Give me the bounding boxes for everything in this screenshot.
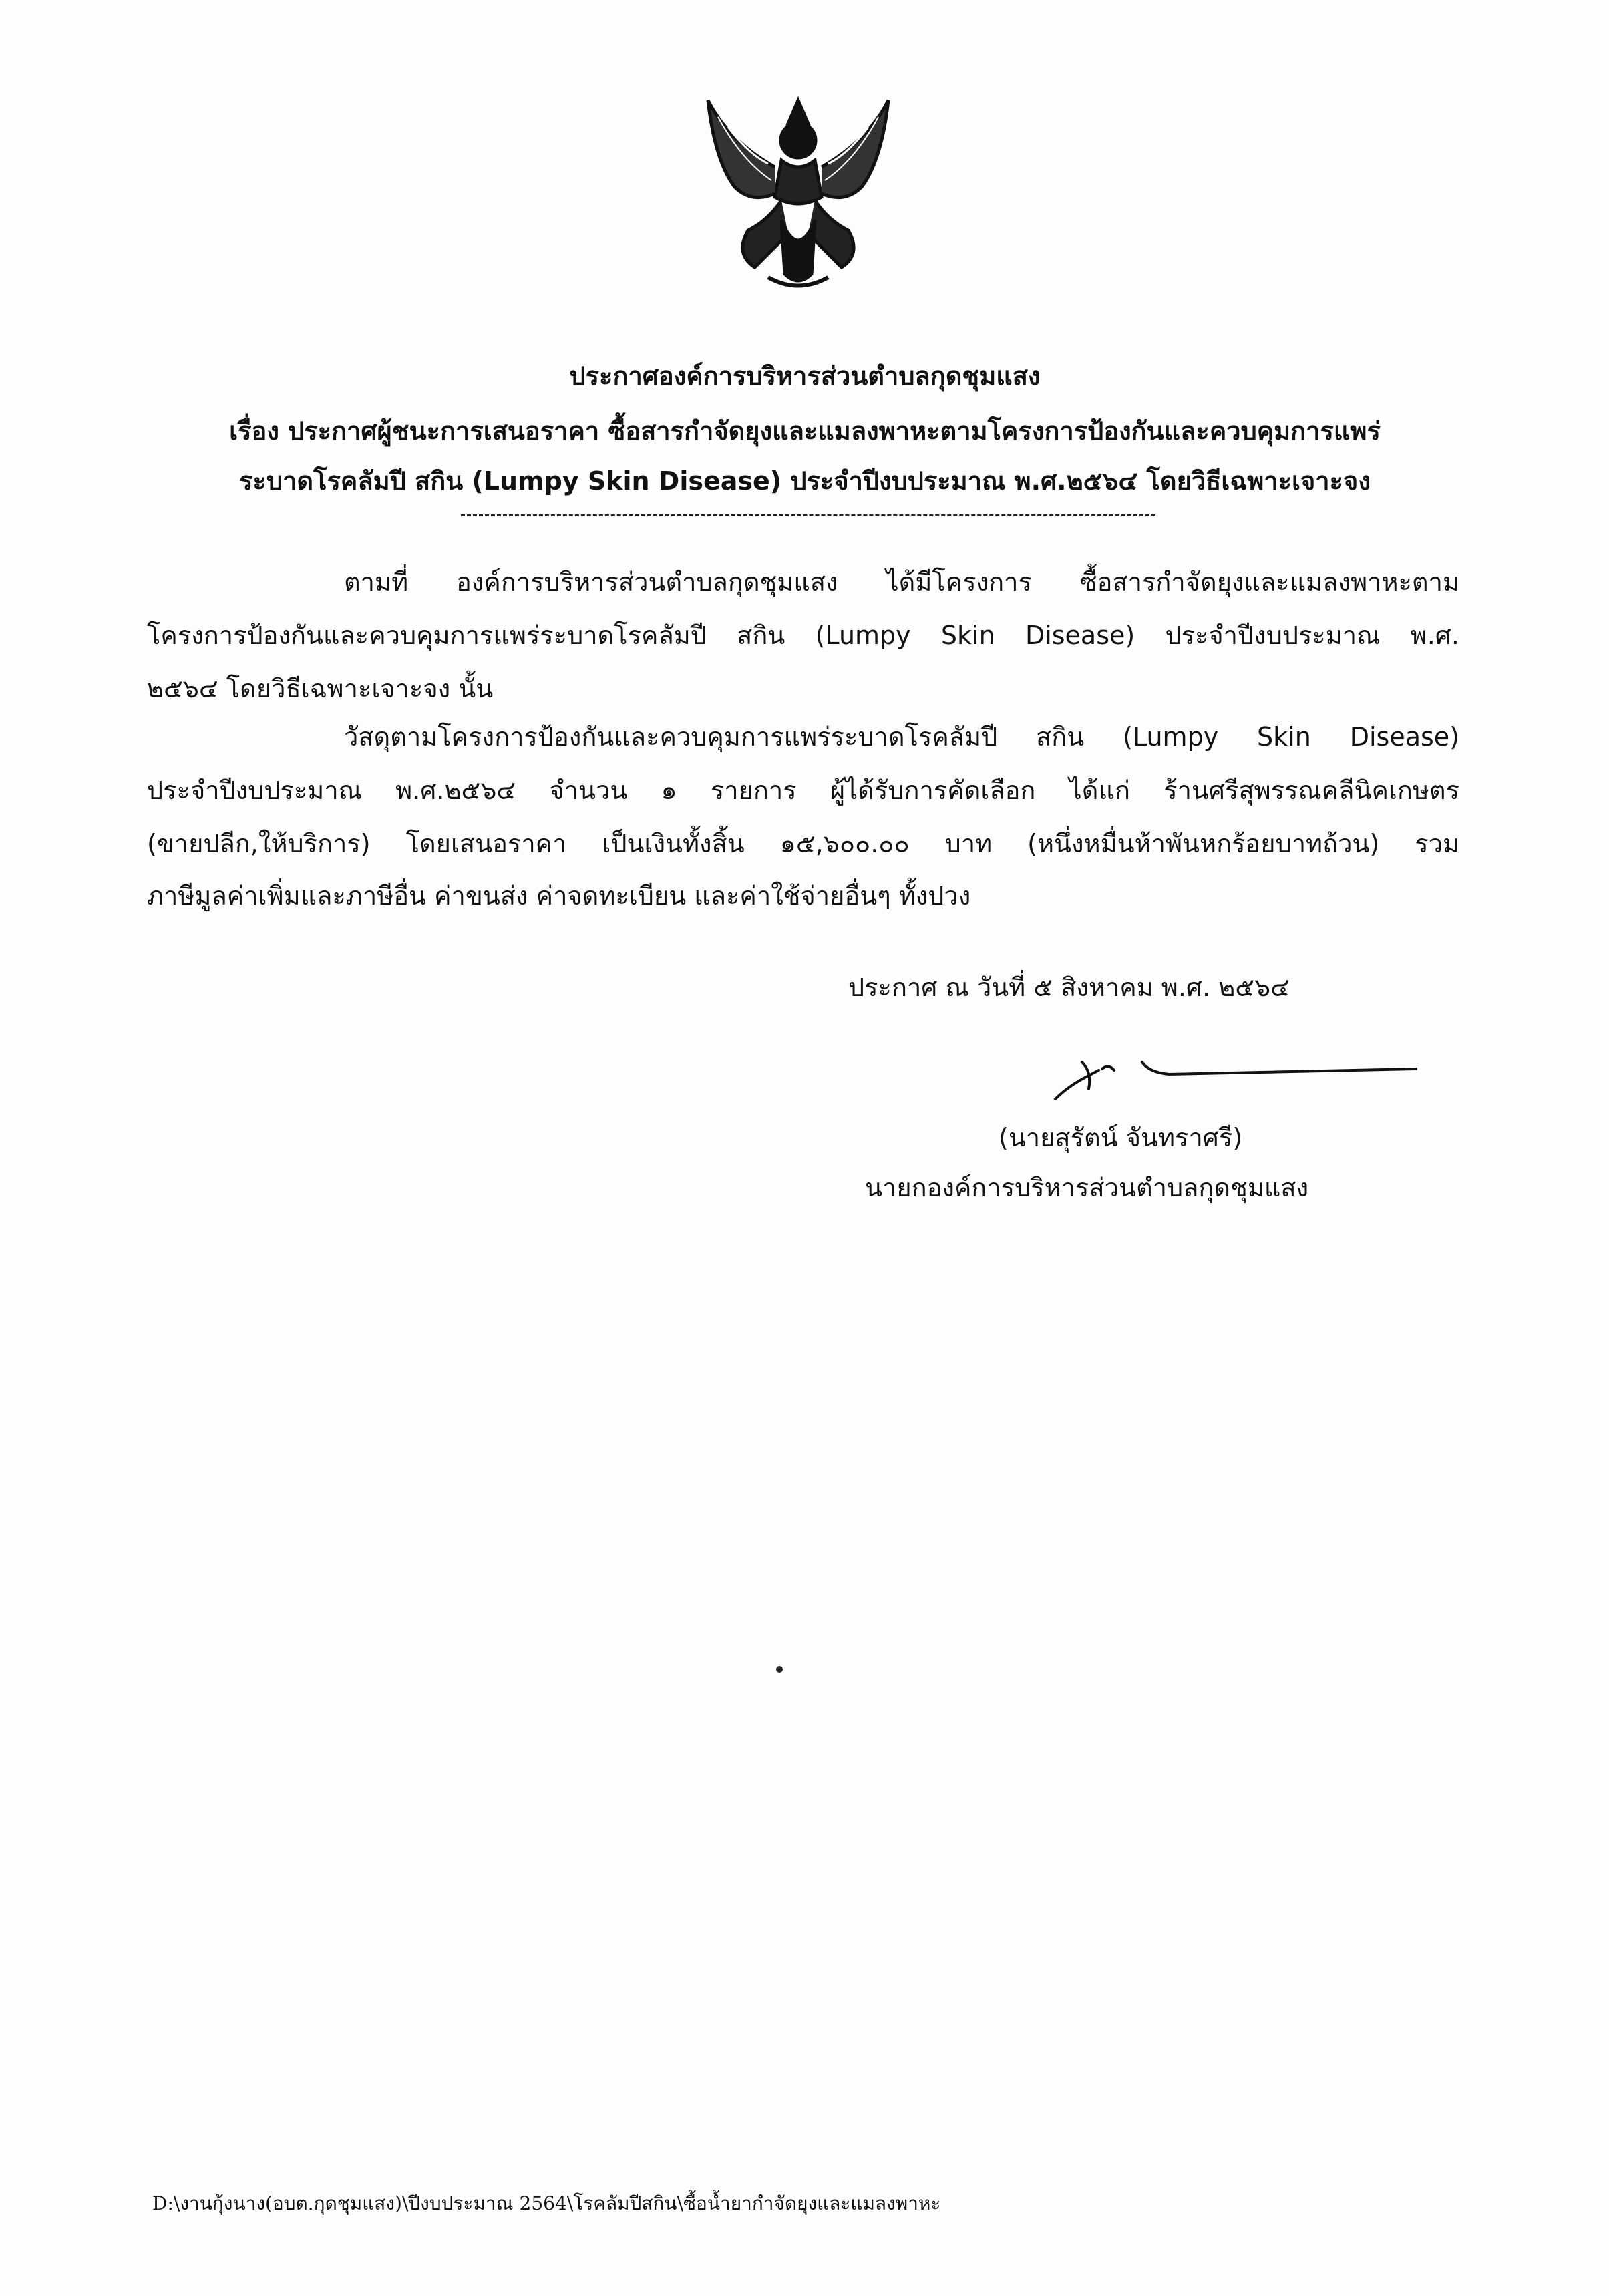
separator-line — [461, 514, 1155, 516]
garuda-emblem-icon — [688, 87, 908, 301]
paragraph-2-line-4: ภาษีมูลค่าเพิ่มและภาษีอื่น ค่าขนส่ง ค่าจดทะเบียน และค่าใช้จ่ายอื่นๆ ทั้งปวง — [147, 881, 971, 911]
announcement-date: ประกาศ ณ วันที่ ๕ สิงหาคม พ.ศ. ๒๕๖๔ — [848, 973, 1290, 1002]
scan-speck — [776, 1666, 783, 1673]
footer-file-path: D:\งานกุ้งนาง(อบต.กุดชุมแสง)\ปีงบประมาณ 2564\โรคลัมปีสกิน\ซื้อน้ำยากำจัดยุงและแมลงพาหะ — [152, 2192, 941, 2215]
paragraph-1-line-1: ตามที่ องค์การบริหารส่วนตำบลกุดชุมแสง ได้มีโครงการ ซื้อสารกำจัดยุงและแมลงพาหะตาม — [344, 567, 1459, 597]
paragraph-2-line-1: วัสดุตามโครงการป้องกันและควบคุมการแพร่ระบาดโรคลัมปี สกิน (Lumpy Skin Disease) — [344, 722, 1459, 752]
document-title: ประกาศองค์การบริหารส่วนตำบลกุดชุมแสง — [569, 361, 1041, 391]
document-subject-line-1: เรื่อง ประกาศผู้ชนะการเสนอราคา ซื้อสารกำจัดยุงและแมลงพาหะตามโครงการป้องกันและควบคุมการแพร่ — [229, 416, 1381, 446]
signature-image — [1042, 1049, 1429, 1109]
document-subject-line-2: ระบาดโรคลัมปี สกิน (Lumpy Skin Disease) ประจำปีงบประมาณ พ.ศ.๒๕๖๔ โดยวิธีเฉพาะเจาะจง — [239, 466, 1371, 496]
paragraph-2-line-2: ประจำปีงบประมาณ พ.ศ.๒๕๖๔ จำนวน ๑ รายการ ผู้ได้รับการคัดเลือก ได้แก่ ร้านศรีสุพรรณคลีนิคเกษตร — [147, 776, 1459, 805]
paragraph-1-line-3: ๒๕๖๔ โดยวิธีเฉพาะเจาะจง นั้น — [147, 674, 494, 703]
paragraph-2-line-3: (ขายปลีก,ให้บริการ) โดยเสนอราคา เป็นเงินทั้งสิ้น ๑๕,๖๐๐.๐๐ บาท (หนึ่งหมื่นห้าพันหกร้อยบาทถ้วน) รวม — [147, 829, 1459, 858]
signer-name: (นายสุรัตน์ จันทราศรี) — [999, 1123, 1243, 1152]
paragraph-1-line-2: โครงการป้องกันและควบคุมการแพร่ระบาดโรคลัมปี สกิน (Lumpy Skin Disease) ประจำปีงบประมาณ พ.ศ. — [147, 621, 1459, 650]
signer-position: นายกองค์การบริหารส่วนตำบลกุดชุมแสง — [865, 1173, 1309, 1202]
